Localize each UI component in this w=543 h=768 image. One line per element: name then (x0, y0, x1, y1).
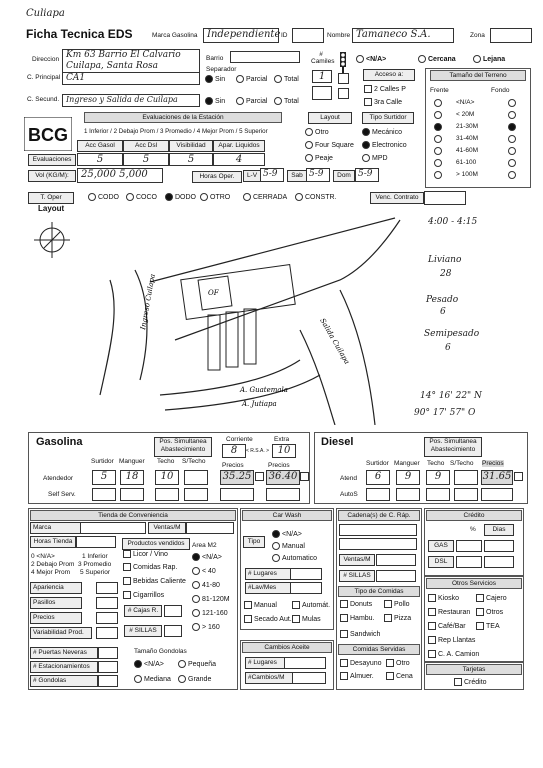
acc-gasol-field[interactable]: 5 (77, 153, 123, 166)
servicio-checkbox-6[interactable]: Rep Llantas (428, 636, 475, 644)
otros-servicios-title: Otros Servicios (426, 578, 522, 589)
carwash-na-radio[interactable]: <N/A> (272, 530, 302, 538)
self-stecho-field[interactable] (184, 488, 208, 501)
cajas-field[interactable] (164, 605, 182, 617)
dsl-autos-label: AutoS (340, 491, 358, 498)
note-semipesado: Semipesado (424, 329, 480, 339)
cambios-title: Cambios Aceite (242, 642, 332, 653)
tienda-sillas-field[interactable] (164, 625, 182, 637)
dsl-autos-manguer[interactable] (396, 488, 420, 501)
credito-dsl-pct[interactable] (456, 556, 482, 568)
calle-secund-field[interactable] (62, 94, 200, 107)
dsl-autos-precio[interactable] (481, 488, 513, 501)
frente-radio-4[interactable] (434, 147, 444, 155)
frente-radio-0[interactable] (434, 99, 444, 107)
area-radio-1[interactable]: < 40 (192, 567, 216, 575)
cadena-name-field-2[interactable] (339, 538, 417, 550)
dsl-autos-techo[interactable] (426, 488, 450, 501)
t-oper-label: T. Oper (28, 192, 74, 204)
tienda-title: Tienda de Conveniencia (30, 510, 236, 521)
note-semipesado-count: 6 (445, 343, 451, 353)
variabilidad-field[interactable] (96, 627, 118, 639)
venc-contrato-field[interactable] (424, 191, 466, 205)
dsl-col-techo: Techo (427, 460, 445, 467)
gondolas-field[interactable] (98, 675, 118, 687)
semaforo-field-2[interactable] (312, 86, 332, 100)
page-title: Ficha Tecnica EDS (26, 27, 133, 41)
otro-checkbox[interactable]: Otro (386, 659, 410, 667)
gondola-grande-radio[interactable]: Grande (178, 675, 211, 683)
nombre-label: Nombre (327, 32, 351, 39)
carwash-automat-checkbox[interactable]: Automát. (292, 601, 330, 609)
carwash-secado-checkbox[interactable]: Secado Aut. (244, 615, 292, 623)
tarjetas-title: Tarjetas (426, 664, 522, 675)
direccion-line1: Km 63 Barrio El Calvario (66, 50, 181, 60)
note-liviano: Liviano (428, 255, 462, 265)
carwash-lavmes-field[interactable] (290, 582, 322, 594)
fondo-radio-1[interactable] (508, 111, 518, 119)
corriente-label: Corriente (226, 436, 253, 443)
cadena-title: Cadena(s) de C. Ráp. (338, 510, 420, 521)
precios-label: Precios (30, 612, 82, 624)
carwash-mulas-checkbox[interactable]: Mulas (292, 615, 321, 623)
note-pesado-count: 6 (440, 307, 446, 317)
distancia-na[interactable]: <N/A> (356, 55, 386, 63)
calle-secund-label: C. Secund. (27, 96, 60, 103)
terreno-option-label: 61-100 (456, 159, 477, 166)
apar-liquidos-field[interactable]: 4 (213, 153, 265, 166)
scale-3: 3 Promedio (78, 561, 112, 568)
gas-techo-field[interactable]: 10 (155, 470, 179, 485)
dsl-stecho-field[interactable] (454, 470, 478, 485)
principal-total-radio[interactable]: Total (274, 75, 299, 83)
id-field[interactable] (292, 28, 324, 43)
camiles-value: 1 (318, 71, 326, 82)
frente-radio-3[interactable] (434, 135, 444, 143)
frente-radio-2[interactable] (434, 123, 444, 131)
dsl-manguer-field[interactable]: 9 (396, 470, 420, 485)
cambios-lugares-label: # Lugares (245, 657, 285, 669)
variabilidad-label: Variabilidad Prod. (30, 627, 92, 639)
area-radio-0[interactable]: <N/A> (192, 553, 222, 561)
dsl-col-surtidor: Surtidor (366, 460, 389, 467)
puertas-field[interactable] (98, 647, 118, 659)
donuts-checkbox[interactable]: Donuts (340, 600, 372, 608)
dom-field[interactable]: 5-9 (355, 168, 379, 182)
direccion-line2: Cuilapa, Santa Rosa (66, 61, 159, 71)
camiles-field[interactable] (312, 70, 332, 83)
road-label-ingreso: Ingreso Cuilapa (139, 273, 157, 331)
self-precio-extra[interactable] (266, 488, 300, 501)
venc-contrato-button[interactable]: Venc. Contrato (370, 192, 424, 204)
dsl-autos-surtidor[interactable] (366, 488, 390, 501)
horas-oper-label: Horas Oper. (192, 171, 242, 183)
nombre-value: Tamaneco S.A. (356, 29, 431, 40)
desayuno-checkbox[interactable]: Desayuno (340, 659, 382, 667)
coord-lon: 90° 17' 57" O (414, 408, 476, 418)
cigarrillos-checkbox[interactable]: Cigarrillos (123, 591, 164, 599)
dom-label: Dom (333, 170, 355, 182)
cadena-ventas-field[interactable] (376, 554, 416, 566)
fondo-radio-3[interactable] (508, 135, 518, 143)
credito-gas-label: GAS (428, 540, 454, 552)
servicio-checkbox-1[interactable]: Cajero (476, 594, 507, 602)
precio-corriente-checkbox[interactable] (255, 472, 264, 481)
oper-radio-dodo[interactable]: DODO (165, 193, 196, 201)
self-manguer-field[interactable] (120, 488, 144, 501)
carwash-auto-radio[interactable]: Automatico (272, 554, 317, 562)
self-serv-label: Self Serv. (48, 491, 76, 498)
calle-secund-value: Ingreso y Salida de Cuilapa (66, 95, 178, 104)
terreno-option-label: 21-30M (456, 123, 479, 130)
scale-1: 1 Inferior (82, 553, 108, 560)
terreno-option-label: > 100M (456, 171, 478, 178)
self-surtidor-field[interactable] (92, 488, 116, 501)
gondola-pequena-radio[interactable]: Pequeña (178, 660, 216, 668)
atendedor-label: Atendedor (43, 475, 73, 482)
diesel-pos-sim: Pos. Simultanea Abastecimiento (424, 437, 482, 457)
oper-radio-constr[interactable]: CONSTR. (295, 193, 337, 201)
traffic-light-icon (337, 52, 349, 74)
top-note: Culiapa (26, 8, 65, 19)
area-radio-2[interactable]: 41-80 (192, 581, 220, 589)
tienda-marca-label: Marca (30, 522, 82, 534)
tienda-sillas-label: # SILLAS (124, 625, 162, 637)
note-liviano-count: 28 (440, 269, 452, 279)
servicio-checkbox-5[interactable]: TEA (476, 622, 500, 630)
area-radio-3[interactable]: 81-120M (192, 595, 230, 603)
sab-label: Sab (287, 170, 307, 182)
dsl-precio-checkbox[interactable] (514, 472, 523, 481)
dsl-surtidor-field[interactable]: 6 (366, 470, 390, 485)
licor-checkbox[interactable]: Licor / Vino (123, 550, 168, 558)
oper-radio-otro[interactable]: OTRO (200, 193, 230, 201)
oper-radio-cerrada[interactable]: CERRADA (243, 193, 287, 201)
carwash-tipo-label: Tipo (243, 536, 265, 548)
acc-dsl-header: Acc Dsl (123, 140, 169, 152)
cadena-ventas-label: Ventas/M (339, 554, 375, 566)
road-label-salida: Salida Cuilapa (318, 317, 351, 366)
tienda-ventas-label: Ventas/M (148, 522, 186, 534)
credito-gas-pct[interactable] (456, 540, 482, 552)
corriente-field[interactable]: 8 (222, 444, 246, 458)
gas-precios-label-2: Precios (268, 462, 290, 469)
tipo-otro-radio[interactable]: Otro (305, 128, 329, 136)
bebidas-checkbox[interactable]: Bebidas Caliente (123, 577, 186, 585)
principal-parcial-radio[interactable]: Parcial (236, 75, 267, 83)
fondo-radio-0[interactable] (508, 99, 518, 107)
scale-5: 5 Superior (80, 569, 110, 576)
scale-2: 2 Debajo Prom (31, 561, 75, 568)
gas-manguer-field[interactable]: 18 (120, 470, 144, 485)
marca-field[interactable] (203, 28, 279, 43)
gas-col-manguer: Manguer (119, 458, 145, 465)
credito-dsl-dias[interactable] (484, 556, 514, 568)
calle-principal-value: CA1 (66, 73, 86, 83)
tienda-ventas-field[interactable] (186, 522, 234, 534)
gondolas-label: # Gondolas (30, 675, 98, 687)
credito-dsl-label: DSL (428, 556, 454, 568)
note-time: 4:00 - 4:15 (428, 217, 478, 227)
lv-label: L-V (243, 170, 261, 182)
carwash-manual-radio[interactable]: Manual (272, 542, 305, 550)
dsl-precio-field[interactable]: 31.65 (481, 470, 513, 485)
self-techo-field[interactable] (155, 488, 179, 501)
pollo-checkbox[interactable]: Pollo (384, 600, 410, 608)
sab-field[interactable]: 5-9 (306, 168, 330, 182)
calle-principal-field[interactable] (62, 72, 200, 85)
terreno-option-label: <N/A> (456, 99, 475, 106)
tarjeta-credito-checkbox[interactable]: Crédito (454, 678, 487, 686)
frente-radio-6[interactable] (434, 171, 444, 179)
acc-dsl-field[interactable]: 5 (123, 153, 169, 166)
barrio-field[interactable] (230, 51, 300, 63)
terreno-fondo-label: Fondo (491, 87, 510, 94)
scale-4: 4 Mejor Prom (31, 569, 71, 576)
cajas-label: # Cajas R. (124, 605, 162, 617)
servicio-checkbox-0[interactable]: Kiosko (428, 594, 459, 602)
pasillos-field[interactable] (96, 597, 118, 609)
credito-dias-label: Dias (484, 524, 514, 536)
layout-label: Layout (38, 204, 65, 213)
direccion-label: Direccion (32, 56, 60, 63)
cadena-sillas-label: # SILLAS (339, 570, 375, 582)
fondo-radio-4[interactable] (508, 147, 518, 155)
tamano-gondolas-label: Tamaño Gondolas (134, 648, 187, 655)
carwash-lugares-field[interactable] (290, 568, 322, 580)
credito-title: Crédito (426, 510, 522, 521)
carwash-lavmes-label: #Lav/Mes (245, 582, 291, 594)
area-radio-4[interactable]: 121-160 (192, 609, 228, 617)
calle-principal-label: C. Principal (27, 74, 61, 81)
pizza-checkbox[interactable]: Pizza (384, 614, 411, 622)
terreno-option-label: 31-40M (456, 135, 479, 142)
terreno-option-label: 41-60M (456, 147, 479, 154)
surtidor-electronico-radio[interactable]: Electronico (362, 141, 407, 149)
principal-sin-radio[interactable]: Sin (205, 75, 225, 83)
tres-calle-checkbox[interactable]: 3ra Calle (364, 98, 402, 106)
gas-surtidor-field[interactable]: 5 (92, 470, 116, 485)
tipo-surtidor-button[interactable]: Tipo Surtidor (362, 112, 414, 124)
oper-radio-codo[interactable]: CODO (88, 193, 119, 201)
dsl-techo-field[interactable]: 9 (426, 470, 450, 485)
sandwich-checkbox[interactable]: Sandwich (340, 630, 380, 638)
gondola-na-radio[interactable]: <N/A> (134, 660, 164, 668)
cambios-mes-label: #Cambios/M (245, 672, 293, 684)
station-outline (181, 265, 295, 370)
diesel-title: Diesel (321, 436, 354, 448)
comidas-checkbox[interactable]: Comidas Rap. (123, 563, 177, 571)
tipo-peaje-radio[interactable]: Peaje (305, 154, 333, 162)
nombre-field[interactable] (352, 28, 454, 43)
terreno-option-label: < 20M (456, 111, 475, 118)
secund-parcial-radio[interactable]: Parcial (236, 97, 267, 105)
terreno-title: Tamaño del Terreno (430, 70, 526, 81)
visibilidad-header: Visibilidad (169, 140, 213, 152)
gas-precios-label: Precios (222, 462, 244, 469)
puertas-label: # Puertas Neveras (30, 647, 98, 659)
extra-field[interactable]: 10 (272, 444, 296, 458)
servicio-checkbox-3[interactable]: Otros (476, 608, 503, 616)
zona-field[interactable] (490, 28, 532, 43)
semaforo-checkbox-2[interactable] (338, 88, 349, 99)
road-label-guatemala: A. Guatemala (240, 386, 288, 394)
marca-value: Independiente (207, 29, 281, 40)
road-label-jutiapa: A. Jutiapa (242, 400, 277, 408)
surtidor-mecanico-radio[interactable]: Mecánico (362, 128, 402, 136)
cena-checkbox[interactable]: Cena (386, 672, 413, 680)
fondo-radio-5[interactable] (508, 159, 518, 167)
coord-lat: 14° 16' 22" N (420, 391, 482, 401)
dsl-col-stecho: S/Techo (450, 460, 474, 467)
tipo-foursquare-radio[interactable]: Four Square (305, 141, 354, 149)
servicio-checkbox-7[interactable]: C. A. Camion (428, 650, 479, 658)
layout-button[interactable]: Layout (308, 112, 352, 124)
id-label: ID (281, 32, 288, 39)
dsl-atend-label: Atend (340, 475, 357, 482)
fondo-radio-6[interactable] (508, 171, 518, 179)
carwash-lugares-label: # Lugares (245, 568, 291, 580)
productos-label: Productos vendidos (122, 538, 190, 550)
credito-gas-dias[interactable] (484, 540, 514, 552)
almuer-checkbox[interactable]: Almuer. (340, 672, 374, 680)
credito-pct-label: % (470, 526, 476, 533)
area-label: Area M2 (192, 542, 217, 549)
evaluaciones-scale: 1 Inferior / 2 Debajo Prom / 3 Promedio / 4 Mejor Prom / 5 Superior (84, 128, 268, 135)
evaluaciones-title: Evaluaciones de la Estación (84, 112, 282, 123)
lv-field[interactable]: 5-9 (260, 168, 284, 182)
gas-col-surtidor: Surtidor (91, 458, 114, 465)
semaforo-checkbox[interactable] (338, 73, 349, 84)
dsl-autos-stecho[interactable] (454, 488, 478, 501)
scale-0: 0 <N/A> (31, 553, 55, 560)
oper-radio-coco[interactable]: COCO (126, 193, 157, 201)
vol-field[interactable]: 25,000 5,000 (77, 168, 163, 183)
surtidor-mpd-radio[interactable]: MPD (362, 154, 388, 162)
compass-icon (34, 222, 70, 258)
note-pesado: Pesado (426, 295, 459, 305)
layout-sketch (0, 210, 543, 425)
extra-label: Extra (274, 436, 290, 443)
pump-label: OF (208, 289, 219, 297)
comidas-servidas-title: Comidas Servidas (338, 644, 420, 655)
precios-field[interactable] (96, 612, 118, 624)
distancia-lejana[interactable]: Lejana (473, 55, 505, 63)
servicio-checkbox-4[interactable]: Café/Bar (428, 622, 466, 630)
carwash-manual-checkbox[interactable]: Manual (244, 601, 277, 609)
area-radio-5[interactable]: > 160 (192, 623, 220, 631)
precio-corriente-field[interactable]: 35.25 (220, 470, 254, 485)
servicio-checkbox-2[interactable]: Restauran (428, 608, 470, 616)
marca-label: Marca Gasolina (152, 32, 198, 39)
estacionamientos-label: # Estacionamientos (30, 661, 98, 673)
tipo-comidas-title: Tipo de Comidas (338, 586, 420, 597)
bcg-logo (24, 117, 72, 151)
gasolina-title: Gasolina (36, 436, 83, 448)
dsl-col-precios: Precios (482, 460, 504, 467)
hambu-checkbox[interactable]: Hambu. (340, 614, 375, 622)
frente-radio-5[interactable] (434, 159, 444, 167)
svg-text:BCG: BCG (28, 125, 68, 145)
cambios-mes-field[interactable] (292, 672, 326, 684)
apar-liquidos-header: Apar. Liquidos (213, 140, 265, 152)
frente-radio-1[interactable] (434, 111, 444, 119)
cadena-sillas-field[interactable] (376, 570, 416, 582)
carwash-title: Car Wash (242, 510, 332, 521)
dsl-col-manguer: Manguer (394, 460, 420, 467)
precio-extra-field[interactable]: 36.40 (266, 470, 300, 485)
gondola-mediana-radio[interactable]: Mediana (134, 675, 171, 683)
horas-tienda-label: Horas Tienda (30, 536, 76, 548)
barrio-label: Barrio (206, 55, 224, 62)
gas-col-techo: Techo (157, 458, 175, 465)
cambios-lugares-field[interactable] (284, 657, 326, 669)
apariencia-label: Apariencia (30, 582, 82, 594)
zona-label: Zona (470, 32, 485, 39)
acc-gasol-header: Acc Gasol (77, 140, 123, 152)
pasillos-label: Pasillos (30, 597, 82, 609)
acceso-button[interactable]: Acceso a: (363, 69, 415, 81)
self-precio-corriente[interactable] (220, 488, 254, 501)
cadena-name-field-1[interactable] (339, 524, 417, 536)
estacionamientos-field[interactable] (98, 661, 118, 673)
precio-extra-checkbox[interactable] (300, 472, 309, 481)
terreno-frente-label: Frente (430, 87, 449, 94)
rsa-label: < R.S.A. > (246, 448, 270, 454)
secund-total-radio[interactable]: Total (274, 97, 299, 105)
visibilidad-field[interactable]: 5 (169, 153, 213, 166)
tienda-marca-field[interactable] (80, 522, 146, 534)
gasolina-pos-sim: Pos. Simultanea Abastecimiento (154, 437, 212, 457)
camiles-label: # Camiles (311, 51, 335, 65)
vol-label: Vol (KG/M): (28, 170, 76, 182)
evaluaciones-row-label: Evaluaciones (28, 154, 76, 166)
separador-label: Separador (206, 66, 237, 73)
distancia-cercana[interactable]: Cercana (418, 55, 456, 63)
secund-sin-radio[interactable]: Sin (205, 97, 225, 105)
gas-col-stecho: S/Techo (182, 458, 206, 465)
gas-stecho-field[interactable] (184, 470, 208, 485)
apariencia-field[interactable] (96, 582, 118, 594)
dos-calles-checkbox[interactable]: 2 Calles P (364, 85, 406, 93)
horas-tienda-field[interactable] (76, 536, 116, 548)
fondo-radio-2[interactable] (508, 123, 518, 131)
